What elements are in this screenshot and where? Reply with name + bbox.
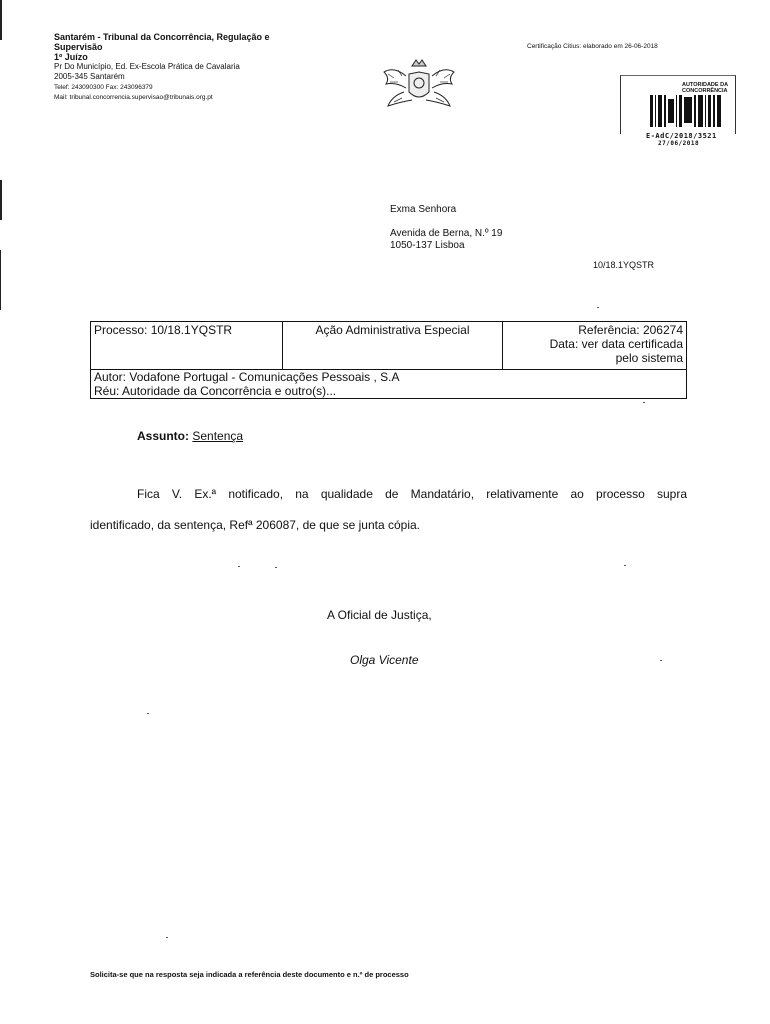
processo-cell: Processo: 10/18.1YQSTR (91, 322, 283, 369)
court-address1: Pr Do Município, Ed. Ex-Escola Prática de Cavalaria (54, 62, 240, 71)
subject-line (137, 429, 243, 443)
process-table (90, 321, 687, 399)
court-email: Mail: tribunal.concorrencia.supervisao@tribunais.org.pt (54, 94, 213, 101)
court-section: 1º Juízo (54, 52, 88, 62)
court-phone-fax: Telef: 243090300 Fax: 243096379 (54, 84, 153, 91)
body-line2: identificado, da sentença, Refª 206087, de que se junta cópia. (90, 518, 421, 532)
footer-note: Solicita-se que na resposta seja indicada a referência deste documento e n.º de processo (90, 970, 409, 979)
scan-speck (597, 307, 599, 308)
recipient-salutation: Exma Senhora (390, 204, 457, 215)
scan-edge-mark (0, 180, 2, 220)
barcode-icon (650, 95, 722, 127)
recipient-city: 1050-137 Lisboa (390, 240, 465, 251)
subject-value: Sentença (192, 429, 244, 443)
scan-edge-mark (0, 250, 1, 310)
stamp-title-line2: CONCORRÊNCIA (682, 88, 728, 94)
process-table-row1 (91, 322, 686, 370)
scan-speck (643, 402, 645, 403)
subject-label: Assunto: (137, 429, 189, 443)
signature-name: Olga Vicente (350, 653, 419, 667)
scan-speck (147, 713, 149, 714)
stamp-code: E-AdC/2018/3521 (646, 132, 717, 140)
scan-speck (238, 566, 240, 567)
court-name-line2: Supervisão (54, 42, 103, 52)
scan-speck (624, 565, 626, 566)
court-name-line1: Santarém - Tribunal da Concorrência, Regulação e (54, 32, 270, 42)
body-line1: Fica V. Ex.ª notificado, na qualidade de Mandatário, relativamente ao processo supra (137, 487, 687, 501)
certification-line: Certificação Citius: elaborado em 26-06-2018 (527, 43, 658, 50)
court-address2: 2005-345 Santarém (54, 72, 125, 81)
stamp-title (682, 82, 728, 94)
acao-cell: Ação Administrativa Especial (283, 322, 503, 369)
scan-speck (275, 567, 277, 568)
process-reference: 10/18.1YQSTR (593, 260, 655, 270)
scan-edge-mark (0, 0, 2, 40)
data-line2: pelo sistema (615, 351, 683, 365)
scan-speck (660, 660, 662, 661)
signature-title: A Oficial de Justiça, (327, 608, 432, 622)
coat-of-arms-emblem (376, 52, 462, 110)
scan-speck (166, 937, 168, 938)
referencia-cell (503, 322, 686, 369)
autor-row: Autor: Vodafone Portugal - Comunicações Pessoais , S.A (94, 370, 400, 384)
recipient-street: Avenida de Berna, N.º 19 (390, 228, 503, 239)
stamp-title-line1: AUTORIDADE DA (682, 82, 729, 88)
reu-row: Réu: Autoridade da Concorrência e outro(s)... (94, 384, 337, 398)
referencia-value: Referência: 206274 (578, 323, 683, 337)
stamp-date: 27/06/2018 (658, 140, 700, 147)
data-line1: Data: ver data certificada (549, 337, 683, 351)
reception-stamp (620, 75, 736, 147)
